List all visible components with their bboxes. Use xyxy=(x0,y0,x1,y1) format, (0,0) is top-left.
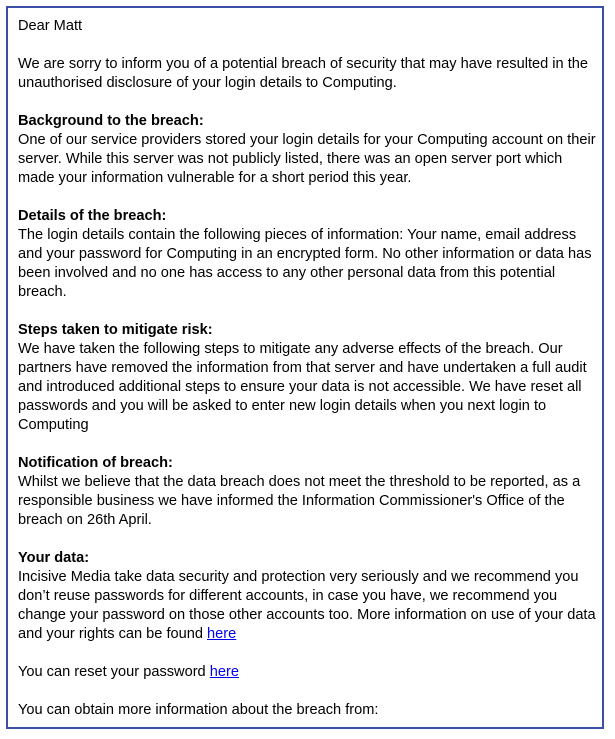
email-frame xyxy=(6,6,604,729)
section-body-steps: We have taken the following steps to mitigate any adverse effects of the breach. Our partners have removed the information from that server and have undertaken a full audit and introduced additional steps to ensure your data is not accessible. We have reset all passwords and you will be asked to enter new login details when you next login to Computing xyxy=(18,341,587,433)
section-heading-details: Details of the breach: xyxy=(18,208,167,224)
reset-password-link[interactable]: here xyxy=(209,664,239,680)
section-your-data xyxy=(18,549,598,644)
section-notification xyxy=(18,454,598,530)
intro-paragraph: We are sorry to inform you of a potential breach of security that may have resulted in the unauthorised disclosure of your login details to Computing. xyxy=(18,56,588,91)
email-body xyxy=(18,17,598,739)
section-details xyxy=(18,207,598,302)
more-info-line: You can obtain more information about the breach from: xyxy=(18,702,379,718)
section-body-details: The login details contain the following pieces of information: Your name, email address and your password for Computing in an encrypted form. No other information or data has been involved and no one has access to any other personal data from this potential breach. xyxy=(18,227,592,300)
section-body-your-data: Incisive Media take data security and protection very seriously and we recommend you don’t reuse passwords for different accounts, in case you have, we recommend you change your password on those other accounts too. More information on use of your data and your rights can be found xyxy=(18,569,596,642)
section-heading-steps: Steps taken to mitigate risk: xyxy=(18,322,213,338)
section-body-background: One of our service providers stored your login details for your Computing account on their server. While this server was not publicly listed, there was an open server port which made your information vulnerable for a short period this year. xyxy=(18,132,596,186)
section-body-notification: Whilst we believe that the data breach does not meet the threshold to be reported, as a responsible business we have informed the Information Commissioner's Office of the breach on 26th April. xyxy=(18,474,581,528)
greeting: Dear Matt xyxy=(18,18,83,34)
section-heading-your-data: Your data: xyxy=(18,550,90,566)
section-steps xyxy=(18,321,598,435)
section-background xyxy=(18,112,598,188)
section-heading-background: Background to the breach: xyxy=(18,113,204,129)
data-rights-link[interactable]: here xyxy=(207,626,237,642)
section-heading-notification: Notification of breach: xyxy=(18,455,173,471)
reset-password-line xyxy=(18,663,598,682)
reset-password-text: You can reset your password xyxy=(18,664,210,680)
